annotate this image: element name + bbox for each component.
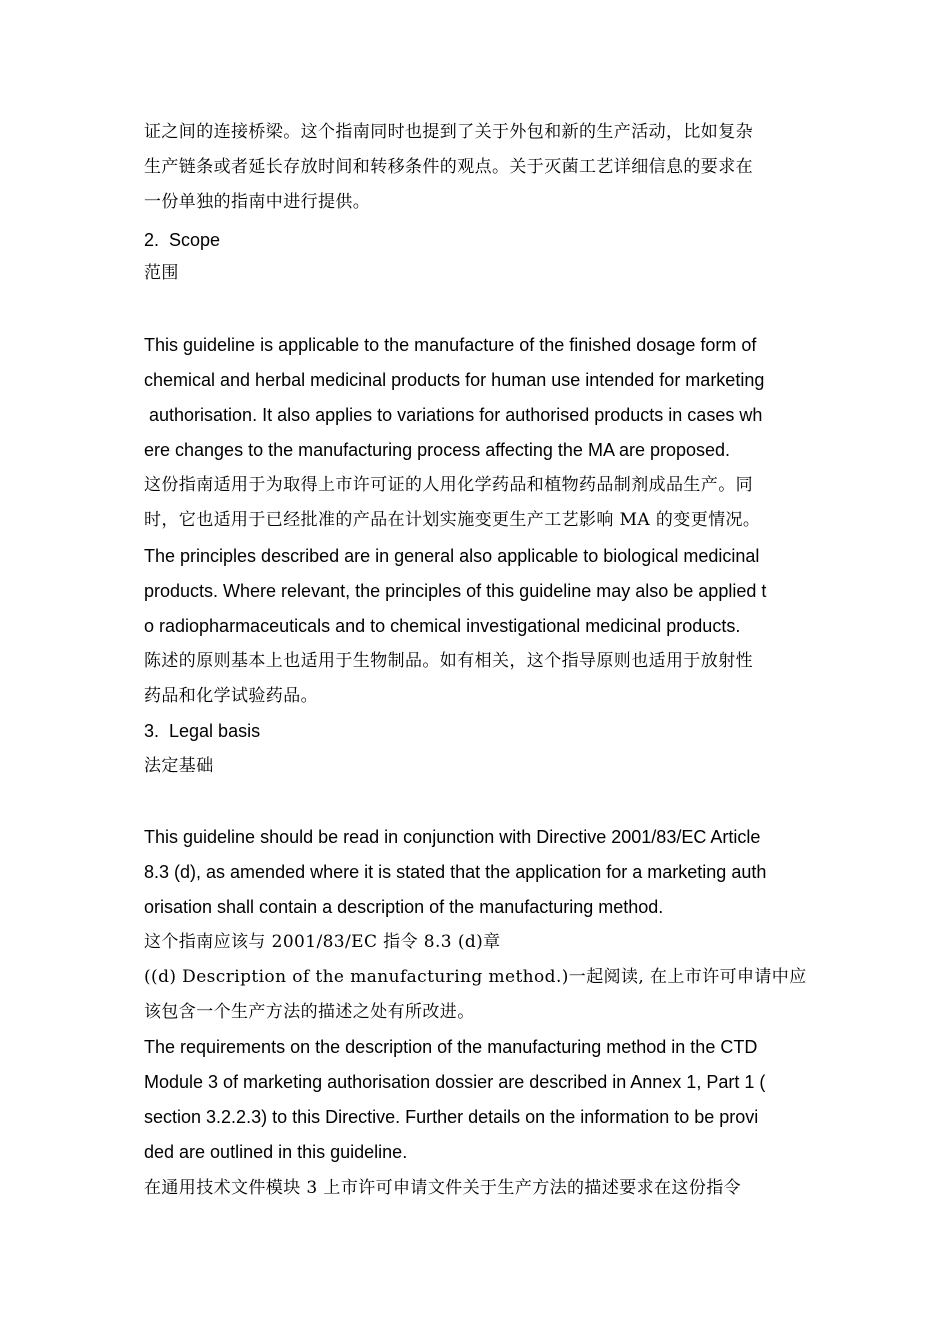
section-heading-scope-zh: 范围 xyxy=(144,263,179,283)
legal-en-line: The requirements on the description of the manufacturing method in the CTD xyxy=(144,1037,758,1057)
scope-zh-line: 陈述的原则基本上也适用于生物制品。如有相关，这个指导原则也适用于放射性 xyxy=(144,651,753,671)
scope-zh-line: 时，它也适用于已经批准的产品在计划实施变更生产工艺影响 MA 的变更情况。 xyxy=(144,510,761,530)
legal-en-line: section 3.2.2.3) to this Directive. Further details on the information to be provi xyxy=(144,1107,759,1127)
scope-en-line: products. Where relevant, the principles of this guideline may also be applied t xyxy=(144,581,767,601)
legal-zh-line: 在通用技术文件模块 3 上市许可申请文件关于生产方法的描述要求在这份指令 xyxy=(144,1178,742,1198)
section-heading-legal-basis-zh: 法定基础 xyxy=(144,756,214,776)
legal-en-line: orisation shall contain a description of the manufacturing method. xyxy=(144,897,664,917)
legal-en-line: 8.3 (d), as amended where it is stated that the application for a marketing auth xyxy=(144,862,767,882)
scope-en-line: This guideline is applicable to the manufacture of the finished dosage form of xyxy=(144,335,757,355)
legal-en-line: Module 3 of marketing authorisation dossier are described in Annex 1, Part 1 ( xyxy=(144,1072,766,1092)
scope-en-line: ere changes to the manufacturing process affecting the MA are proposed. xyxy=(144,440,731,460)
scope-zh-line: 药品和化学试验药品。 xyxy=(144,686,318,706)
scope-en-line: The principles described are in general also applicable to biological medicinal xyxy=(144,546,760,566)
intro-line: 生产链条或者延长存放时间和转移条件的观点。关于灭菌工艺详细信息的要求在 xyxy=(144,157,753,177)
scope-zh-line: 这份指南适用于为取得上市许可证的人用化学药品和植物药品制剂成品生产。同 xyxy=(144,475,753,495)
legal-zh-line: 该包含一个生产方法的描述之处有所改进。 xyxy=(144,1002,475,1022)
scope-en-line: authorisation. It also applies to variations for authorised products in cases wh xyxy=(144,405,763,425)
legal-en-line: This guideline should be read in conjunction with Directive 2001/83/EC Article xyxy=(144,827,761,847)
section-heading-scope: 2. Scope xyxy=(144,230,221,250)
legal-zh-line: 这个指南应该与 2001/83/EC 指令 8.3 (d)章 xyxy=(144,932,501,952)
scope-en-line: chemical and herbal medicinal products for human use intended for marketing xyxy=(144,370,765,390)
intro-line: 一份单独的指南中进行提供。 xyxy=(144,192,371,212)
intro-line: 证之间的连接桥梁。这个指南同时也提到了关于外包和新的生产活动，比如复杂 xyxy=(144,122,753,142)
section-heading-legal-basis: 3. Legal basis xyxy=(144,721,261,741)
scope-en-line: o radiopharmaceuticals and to chemical investigational medicinal products. xyxy=(144,616,741,636)
legal-en-line: ded are outlined in this guideline. xyxy=(144,1142,408,1162)
legal-zh-line: ((d) Description of the manufacturing method.)一起阅读, 在上市许可申请中应 xyxy=(144,967,807,987)
